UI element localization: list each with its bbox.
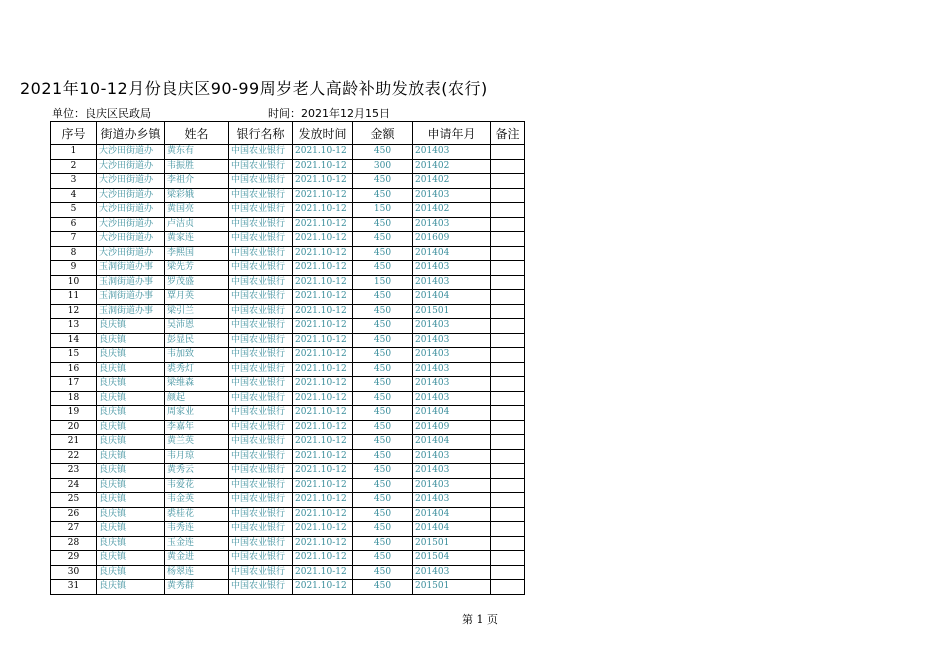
cell-amount: 450 <box>353 145 413 160</box>
cell-note <box>491 333 525 348</box>
cell-seq: 18 <box>51 391 97 406</box>
cell-seq: 30 <box>51 565 97 580</box>
cell-note <box>491 275 525 290</box>
cell-month: 201403 <box>413 348 491 363</box>
col-header-name: 姓名 <box>165 122 229 145</box>
cell-bank: 中国农业银行 <box>229 319 293 334</box>
cell-date: 2021.10-12 <box>293 536 353 551</box>
cell-seq: 10 <box>51 275 97 290</box>
cell-date: 2021.10-12 <box>293 145 353 160</box>
cell-street: 大沙田街道办 <box>97 217 165 232</box>
table-row <box>51 319 525 334</box>
cell-note <box>491 145 525 160</box>
table-row <box>51 507 525 522</box>
cell-name: 裘秀灯 <box>165 362 229 377</box>
cell-month: 201402 <box>413 203 491 218</box>
cell-bank: 中国农业银行 <box>229 232 293 247</box>
cell-month: 201403 <box>413 188 491 203</box>
table-row <box>51 261 525 276</box>
cell-month: 201403 <box>413 333 491 348</box>
cell-note <box>491 203 525 218</box>
cell-name: 裘桂花 <box>165 507 229 522</box>
cell-date: 2021.10-12 <box>293 203 353 218</box>
table-row <box>51 435 525 450</box>
cell-street: 良庆镇 <box>97 333 165 348</box>
cell-street: 大沙田街道办 <box>97 174 165 189</box>
cell-name: 韦金英 <box>165 493 229 508</box>
cell-street: 大沙田街道办 <box>97 145 165 160</box>
cell-bank: 中国农业银行 <box>229 290 293 305</box>
table-row <box>51 406 525 421</box>
cell-note <box>491 435 525 450</box>
cell-street: 良庆镇 <box>97 464 165 479</box>
cell-seq: 5 <box>51 203 97 218</box>
cell-street: 玉洞街道办事 <box>97 290 165 305</box>
cell-street: 良庆镇 <box>97 377 165 392</box>
cell-bank: 中国农业银行 <box>229 217 293 232</box>
cell-name: 韦秀连 <box>165 522 229 537</box>
table-row <box>51 188 525 203</box>
cell-seq: 27 <box>51 522 97 537</box>
cell-date: 2021.10-12 <box>293 522 353 537</box>
cell-note <box>491 493 525 508</box>
cell-date: 2021.10-12 <box>293 333 353 348</box>
table-row <box>51 203 525 218</box>
cell-name: 黄秀群 <box>165 580 229 595</box>
cell-note <box>491 377 525 392</box>
cell-street: 大沙田街道办 <box>97 246 165 261</box>
cell-seq: 12 <box>51 304 97 319</box>
table-row <box>51 145 525 160</box>
cell-name: 周家业 <box>165 406 229 421</box>
col-header-note: 备注 <box>491 122 525 145</box>
cell-street: 玉洞街道办事 <box>97 261 165 276</box>
cell-amount: 450 <box>353 565 413 580</box>
cell-date: 2021.10-12 <box>293 188 353 203</box>
page-title: 2021年10-12月份良庆区90-99周岁老人高龄补助发放表(农行) <box>20 79 488 98</box>
cell-month: 201504 <box>413 551 491 566</box>
cell-street: 良庆镇 <box>97 420 165 435</box>
cell-bank: 中国农业银行 <box>229 174 293 189</box>
table-row <box>51 478 525 493</box>
cell-month: 201609 <box>413 232 491 247</box>
cell-name: 卢洁贞 <box>165 217 229 232</box>
cell-note <box>491 522 525 537</box>
cell-month: 201403 <box>413 261 491 276</box>
cell-name: 李祖介 <box>165 174 229 189</box>
cell-note <box>491 304 525 319</box>
col-header-street: 街道办乡镇 <box>97 122 165 145</box>
table-row <box>51 232 525 247</box>
cell-bank: 中国农业银行 <box>229 565 293 580</box>
cell-date: 2021.10-12 <box>293 174 353 189</box>
cell-amount: 450 <box>353 391 413 406</box>
cell-bank: 中国农业银行 <box>229 507 293 522</box>
cell-seq: 4 <box>51 188 97 203</box>
cell-seq: 24 <box>51 478 97 493</box>
cell-note <box>491 159 525 174</box>
cell-seq: 23 <box>51 464 97 479</box>
cell-note <box>491 246 525 261</box>
cell-seq: 20 <box>51 420 97 435</box>
cell-street: 良庆镇 <box>97 565 165 580</box>
cell-name: 韦加致 <box>165 348 229 363</box>
cell-street: 大沙田街道办 <box>97 203 165 218</box>
cell-name: 玉金连 <box>165 536 229 551</box>
cell-amount: 450 <box>353 435 413 450</box>
table-row <box>51 290 525 305</box>
cell-note <box>491 507 525 522</box>
cell-date: 2021.10-12 <box>293 464 353 479</box>
cell-amount: 450 <box>353 261 413 276</box>
table-row <box>51 275 525 290</box>
cell-note <box>491 232 525 247</box>
cell-name: 韦爱花 <box>165 478 229 493</box>
cell-date: 2021.10-12 <box>293 261 353 276</box>
cell-street: 良庆镇 <box>97 493 165 508</box>
cell-seq: 26 <box>51 507 97 522</box>
cell-note <box>491 217 525 232</box>
cell-note <box>491 261 525 276</box>
time-label: 时间：2021年12月15日 <box>268 107 390 120</box>
col-header-bank: 银行名称 <box>229 122 293 145</box>
cell-name: 黄东有 <box>165 145 229 160</box>
cell-date: 2021.10-12 <box>293 348 353 363</box>
cell-date: 2021.10-12 <box>293 319 353 334</box>
cell-month: 201403 <box>413 478 491 493</box>
cell-month: 201409 <box>413 420 491 435</box>
cell-seq: 14 <box>51 333 97 348</box>
cell-date: 2021.10-12 <box>293 420 353 435</box>
cell-bank: 中国农业银行 <box>229 464 293 479</box>
cell-seq: 6 <box>51 217 97 232</box>
cell-amount: 450 <box>353 174 413 189</box>
cell-note <box>491 348 525 363</box>
cell-note <box>491 565 525 580</box>
cell-note <box>491 478 525 493</box>
cell-amount: 450 <box>353 551 413 566</box>
col-header-date: 发放时间 <box>293 122 353 145</box>
table-row <box>51 449 525 464</box>
cell-note <box>491 290 525 305</box>
table-row <box>51 174 525 189</box>
cell-note <box>491 464 525 479</box>
cell-seq: 17 <box>51 377 97 392</box>
cell-amount: 300 <box>353 159 413 174</box>
cell-note <box>491 362 525 377</box>
cell-amount: 450 <box>353 420 413 435</box>
cell-bank: 中国农业银行 <box>229 246 293 261</box>
cell-street: 良庆镇 <box>97 522 165 537</box>
cell-bank: 中国农业银行 <box>229 420 293 435</box>
cell-seq: 25 <box>51 493 97 508</box>
cell-month: 201403 <box>413 362 491 377</box>
cell-month: 201403 <box>413 275 491 290</box>
cell-street: 良庆镇 <box>97 406 165 421</box>
cell-bank: 中国农业银行 <box>229 261 293 276</box>
cell-seq: 8 <box>51 246 97 261</box>
cell-seq: 1 <box>51 145 97 160</box>
cell-seq: 22 <box>51 449 97 464</box>
cell-note <box>491 580 525 595</box>
cell-bank: 中国农业银行 <box>229 580 293 595</box>
cell-month: 201403 <box>413 391 491 406</box>
cell-amount: 450 <box>353 522 413 537</box>
table-row <box>51 159 525 174</box>
cell-name: 梁引兰 <box>165 304 229 319</box>
cell-street: 大沙田街道办 <box>97 232 165 247</box>
cell-date: 2021.10-12 <box>293 159 353 174</box>
cell-amount: 450 <box>353 493 413 508</box>
cell-amount: 450 <box>353 449 413 464</box>
cell-name: 杨翠连 <box>165 565 229 580</box>
cell-street: 良庆镇 <box>97 551 165 566</box>
cell-month: 201404 <box>413 406 491 421</box>
cell-name: 彭显民 <box>165 333 229 348</box>
table-row <box>51 377 525 392</box>
cell-note <box>491 319 525 334</box>
unit-label: 单位：良庆区民政局 <box>52 107 151 120</box>
cell-amount: 450 <box>353 464 413 479</box>
cell-month: 201501 <box>413 580 491 595</box>
cell-date: 2021.10-12 <box>293 217 353 232</box>
cell-date: 2021.10-12 <box>293 449 353 464</box>
cell-month: 201403 <box>413 464 491 479</box>
cell-bank: 中国农业银行 <box>229 145 293 160</box>
cell-street: 良庆镇 <box>97 319 165 334</box>
cell-name: 罗茂盛 <box>165 275 229 290</box>
cell-seq: 16 <box>51 362 97 377</box>
cell-bank: 中国农业银行 <box>229 522 293 537</box>
cell-seq: 19 <box>51 406 97 421</box>
cell-bank: 中国农业银行 <box>229 536 293 551</box>
cell-bank: 中国农业银行 <box>229 188 293 203</box>
cell-bank: 中国农业银行 <box>229 449 293 464</box>
cell-bank: 中国农业银行 <box>229 391 293 406</box>
cell-name: 黄兰英 <box>165 435 229 450</box>
col-header-month: 申请年月 <box>413 122 491 145</box>
cell-name: 覃月英 <box>165 290 229 305</box>
cell-seq: 31 <box>51 580 97 595</box>
cell-date: 2021.10-12 <box>293 565 353 580</box>
cell-street: 良庆镇 <box>97 449 165 464</box>
cell-amount: 450 <box>353 377 413 392</box>
cell-amount: 150 <box>353 203 413 218</box>
table-row <box>51 420 525 435</box>
cell-date: 2021.10-12 <box>293 391 353 406</box>
cell-amount: 450 <box>353 217 413 232</box>
cell-seq: 21 <box>51 435 97 450</box>
table-row <box>51 565 525 580</box>
table-row <box>51 522 525 537</box>
cell-date: 2021.10-12 <box>293 246 353 261</box>
cell-amount: 450 <box>353 246 413 261</box>
subsidy-table <box>50 121 525 595</box>
cell-month: 201403 <box>413 377 491 392</box>
cell-street: 玉洞街道办事 <box>97 304 165 319</box>
table-header-row <box>51 122 525 145</box>
cell-date: 2021.10-12 <box>293 377 353 392</box>
cell-amount: 450 <box>353 406 413 421</box>
cell-seq: 28 <box>51 536 97 551</box>
cell-date: 2021.10-12 <box>293 290 353 305</box>
cell-street: 良庆镇 <box>97 580 165 595</box>
cell-street: 良庆镇 <box>97 362 165 377</box>
cell-bank: 中国农业银行 <box>229 551 293 566</box>
cell-amount: 450 <box>353 536 413 551</box>
cell-month: 201501 <box>413 304 491 319</box>
cell-street: 良庆镇 <box>97 478 165 493</box>
cell-note <box>491 449 525 464</box>
cell-date: 2021.10-12 <box>293 362 353 377</box>
cell-bank: 中国农业银行 <box>229 275 293 290</box>
cell-name: 梁先芳 <box>165 261 229 276</box>
cell-street: 良庆镇 <box>97 348 165 363</box>
cell-bank: 中国农业银行 <box>229 348 293 363</box>
table-row <box>51 580 525 595</box>
cell-bank: 中国农业银行 <box>229 304 293 319</box>
table-row <box>51 333 525 348</box>
table-row <box>51 391 525 406</box>
cell-month: 201404 <box>413 522 491 537</box>
cell-name: 韦月琼 <box>165 449 229 464</box>
cell-name: 梁彩娥 <box>165 188 229 203</box>
cell-amount: 450 <box>353 580 413 595</box>
cell-date: 2021.10-12 <box>293 478 353 493</box>
cell-date: 2021.10-12 <box>293 435 353 450</box>
cell-amount: 450 <box>353 507 413 522</box>
cell-bank: 中国农业银行 <box>229 493 293 508</box>
cell-seq: 11 <box>51 290 97 305</box>
cell-seq: 7 <box>51 232 97 247</box>
cell-month: 201403 <box>413 217 491 232</box>
cell-month: 201403 <box>413 145 491 160</box>
cell-note <box>491 391 525 406</box>
cell-seq: 13 <box>51 319 97 334</box>
table-row <box>51 246 525 261</box>
cell-date: 2021.10-12 <box>293 580 353 595</box>
cell-seq: 9 <box>51 261 97 276</box>
cell-date: 2021.10-12 <box>293 275 353 290</box>
cell-month: 201404 <box>413 290 491 305</box>
cell-note <box>491 188 525 203</box>
cell-note <box>491 536 525 551</box>
cell-amount: 450 <box>353 290 413 305</box>
cell-date: 2021.10-12 <box>293 507 353 522</box>
cell-street: 良庆镇 <box>97 435 165 450</box>
cell-date: 2021.10-12 <box>293 232 353 247</box>
cell-amount: 450 <box>353 232 413 247</box>
cell-street: 良庆镇 <box>97 391 165 406</box>
cell-note <box>491 174 525 189</box>
cell-amount: 450 <box>353 188 413 203</box>
cell-bank: 中国农业银行 <box>229 478 293 493</box>
cell-name: 韦振胜 <box>165 159 229 174</box>
cell-month: 201403 <box>413 493 491 508</box>
cell-name: 梁维森 <box>165 377 229 392</box>
cell-month: 201404 <box>413 507 491 522</box>
cell-street: 良庆镇 <box>97 507 165 522</box>
cell-amount: 450 <box>353 333 413 348</box>
cell-name: 吴沛恩 <box>165 319 229 334</box>
cell-seq: 29 <box>51 551 97 566</box>
col-header-amount: 金额 <box>353 122 413 145</box>
cell-street: 良庆镇 <box>97 536 165 551</box>
cell-note <box>491 406 525 421</box>
table-row <box>51 217 525 232</box>
cell-amount: 150 <box>353 275 413 290</box>
cell-seq: 3 <box>51 174 97 189</box>
page-number: 第 1 页 <box>462 613 498 626</box>
cell-month: 201501 <box>413 536 491 551</box>
col-header-seq: 序号 <box>51 122 97 145</box>
cell-amount: 450 <box>353 362 413 377</box>
table-row <box>51 464 525 479</box>
cell-name: 黄秀云 <box>165 464 229 479</box>
cell-month: 201404 <box>413 435 491 450</box>
cell-amount: 450 <box>353 478 413 493</box>
cell-date: 2021.10-12 <box>293 304 353 319</box>
cell-seq: 2 <box>51 159 97 174</box>
cell-month: 201403 <box>413 565 491 580</box>
cell-date: 2021.10-12 <box>293 493 353 508</box>
cell-name: 黄家连 <box>165 232 229 247</box>
table-row <box>51 551 525 566</box>
cell-street: 大沙田街道办 <box>97 188 165 203</box>
table-row <box>51 348 525 363</box>
cell-street: 大沙田街道办 <box>97 159 165 174</box>
cell-month: 201402 <box>413 174 491 189</box>
cell-name: 李嘉年 <box>165 420 229 435</box>
cell-amount: 450 <box>353 348 413 363</box>
cell-bank: 中国农业银行 <box>229 362 293 377</box>
cell-month: 201402 <box>413 159 491 174</box>
cell-amount: 450 <box>353 319 413 334</box>
table-row <box>51 362 525 377</box>
cell-month: 201403 <box>413 449 491 464</box>
cell-name: 李熙国 <box>165 246 229 261</box>
table-row <box>51 304 525 319</box>
cell-bank: 中国农业银行 <box>229 159 293 174</box>
cell-name: 黄国亮 <box>165 203 229 218</box>
table-row <box>51 493 525 508</box>
cell-street: 玉洞街道办事 <box>97 275 165 290</box>
cell-month: 201404 <box>413 246 491 261</box>
table-row <box>51 536 525 551</box>
cell-month: 201403 <box>413 319 491 334</box>
cell-bank: 中国农业银行 <box>229 333 293 348</box>
cell-seq: 15 <box>51 348 97 363</box>
cell-date: 2021.10-12 <box>293 551 353 566</box>
cell-note <box>491 420 525 435</box>
cell-name: 颜起 <box>165 391 229 406</box>
table-body <box>51 145 525 595</box>
cell-name: 黄金进 <box>165 551 229 566</box>
cell-bank: 中国农业银行 <box>229 203 293 218</box>
cell-bank: 中国农业银行 <box>229 377 293 392</box>
cell-bank: 中国农业银行 <box>229 435 293 450</box>
cell-date: 2021.10-12 <box>293 406 353 421</box>
cell-bank: 中国农业银行 <box>229 406 293 421</box>
cell-amount: 450 <box>353 304 413 319</box>
cell-note <box>491 551 525 566</box>
